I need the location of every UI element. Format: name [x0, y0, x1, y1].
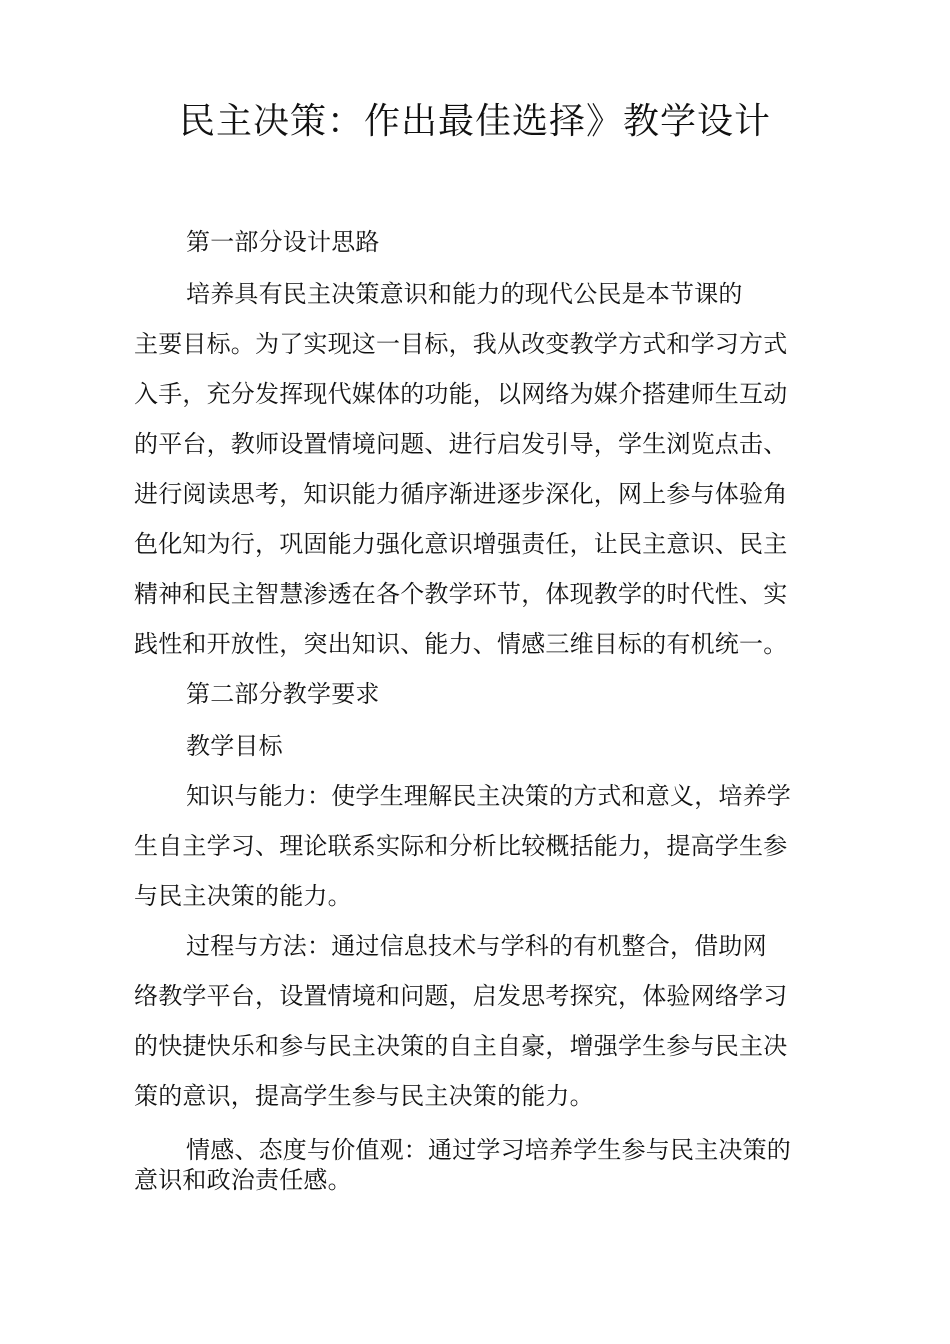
paragraph-line: 进行阅读思考，知识能力循序渐进逐步深化，网上参与体验角: [134, 480, 788, 508]
section-heading-teaching-requirements: 第二部分教学要求: [186, 680, 380, 708]
section-heading-design-idea: 第一部分设计思路: [186, 228, 380, 256]
paragraph-line: 意识和政治责任感。: [134, 1166, 352, 1194]
paragraph-line: 的平台，教师设置情境问题、进行启发引导，学生浏览点击、: [134, 430, 788, 458]
paragraph-line: 精神和民主智慧渗透在各个教学环节，体现教学的时代性、实: [134, 580, 788, 608]
paragraph-line: 生自主学习、理论联系实际和分析比较概括能力，提高学生参: [134, 832, 788, 860]
paragraph-line: 知识与能力：使学生理解民主决策的方式和意义，培养学: [186, 782, 791, 810]
paragraph-line: 过程与方法：通过信息技术与学科的有机整合，借助网: [186, 932, 767, 960]
paragraph-line: 践性和开放性，突出知识、能力、情感三维目标的有机统一。: [134, 630, 788, 658]
subheading-teaching-objectives: 教学目标: [186, 732, 283, 760]
paragraph-line: 与民主决策的能力。: [134, 882, 352, 910]
paragraph-line: 策的意识，提高学生参与民主决策的能力。: [134, 1082, 594, 1110]
paragraph-line: 色化知为行，巩固能力强化意识增强责任，让民主意识、民主: [134, 530, 788, 558]
paragraph-line: 情感、态度与价值观：通过学习培养学生参与民主决策的: [186, 1136, 791, 1164]
paragraph-line: 入手，充分发挥现代媒体的功能，以网络为媒介搭建师生互动: [134, 380, 788, 408]
paragraph-line: 主要目标。为了实现这一目标，我从改变教学方式和学习方式: [134, 330, 788, 358]
paragraph-line: 的快捷快乐和参与民主决策的自主自豪，增强学生参与民主决: [134, 1032, 788, 1060]
document-title: 民主决策：作出最佳选择》教学设计: [178, 101, 771, 142]
paragraph-line: 络教学平台，设置情境和问题，启发思考探究，体验网络学习: [134, 982, 788, 1010]
paragraph-line: 培养具有民主决策意识和能力的现代公民是本节课的: [186, 280, 743, 308]
